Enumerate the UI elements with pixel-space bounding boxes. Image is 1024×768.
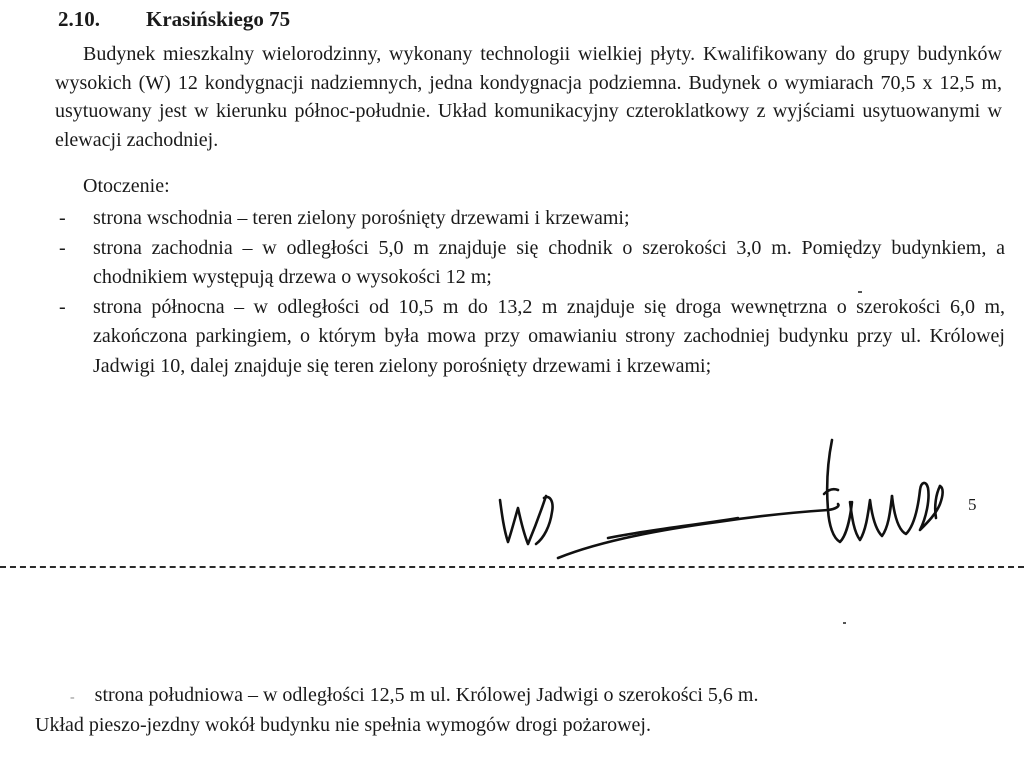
bullet-dash: -: [59, 236, 66, 259]
section-title: Krasińskiego 75: [146, 7, 291, 31]
page-number: 5: [968, 495, 977, 514]
description-text: Budynek mieszkalny wielorodzinny, wykonany technologii wielkiej płyty. Kwalifikowany do grupy budynków wysokich (W) 12 kondygnacji nadziemnych, jedna kondygnacja podziemna. Budynek o wymiarach 70,5 x 12,5 m, usytuowany jest w kierunku północ-południe. Układ komunikacyjny czteroklatkowy z wyjściami usytuowanymi w elewacji zachodniej.: [55, 43, 1002, 151]
list-item: [55, 293, 1005, 382]
page-break-divider: [0, 566, 1024, 568]
surrounding-west: strona zachodnia – w odległości 5,0 m znajduje się chodnik o szerokości 3,0 m. Pomiędzy budynkiem, a chodnikiem występują drzewa o wysokości 12 m;: [93, 236, 1005, 288]
surroundings-label: Otoczenie:: [83, 175, 170, 197]
surrounding-south: strona południowa – w odległości 12,5 m ul. Królowej Jadwigi o szerokości 5,6 m.: [94, 684, 759, 706]
section-heading: [58, 7, 290, 32]
scan-speck: [858, 291, 862, 293]
next-page-bullet: [70, 684, 758, 707]
bullet-dash: -: [70, 690, 75, 705]
building-description: [55, 40, 1002, 154]
bullet-dash: -: [59, 207, 66, 229]
surroundings-list: [55, 204, 1005, 381]
handwritten-signature: [488, 430, 968, 570]
fire-road-note: Układ pieszo-jezdny wokół budynku nie spełnia wymogów drogi pożarowej.: [35, 714, 651, 736]
scan-speck: [843, 622, 846, 624]
list-item: [55, 234, 1005, 293]
surrounding-east: strona wschodnia – teren zielony porośnięty drzewami i krzewami;: [93, 207, 630, 229]
surrounding-north: strona północna – w odległości od 10,5 m do 13,2 m znajduje się droga wewnętrzna o szerokości 6,0 m, zakończona parkingiem, o którym była mowa przy omawianiu strony zachodniej budynku przy ul. Królowej Jadwigi 10, dalej znajduje się teren zielony porośnięty drzewami i krzewami;: [93, 295, 1005, 377]
bullet-dash: -: [59, 295, 66, 318]
section-number: 2.10.: [58, 7, 100, 31]
list-item: [55, 204, 1005, 234]
